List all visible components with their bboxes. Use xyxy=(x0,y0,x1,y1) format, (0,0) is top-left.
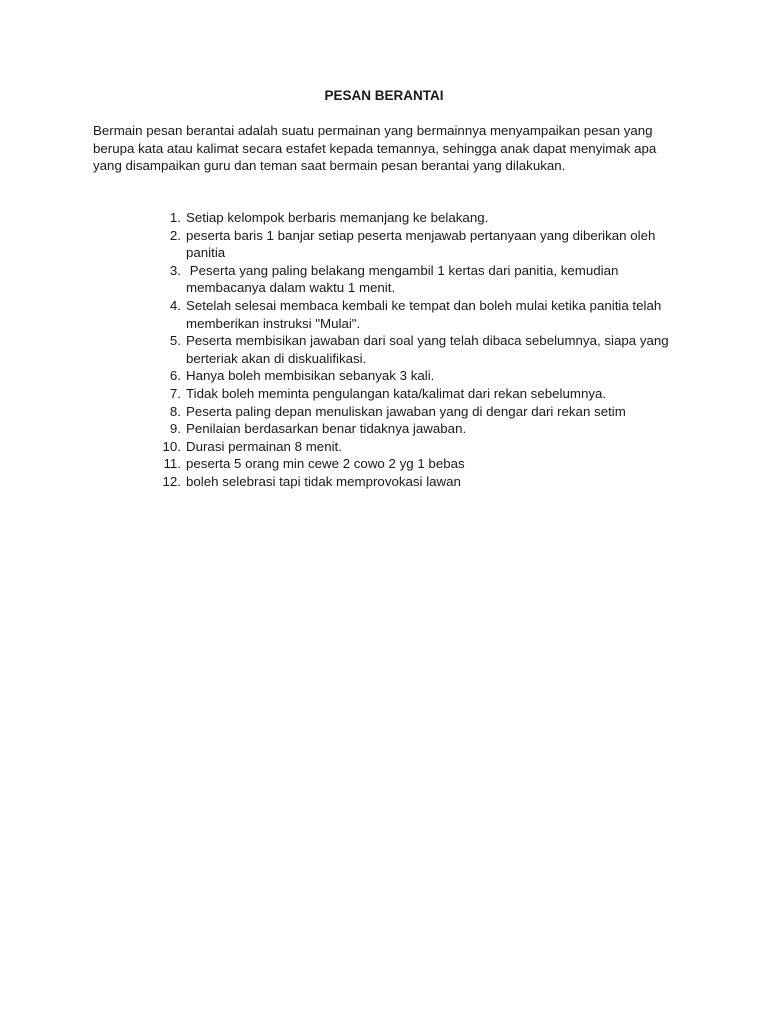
rule-item xyxy=(169,403,676,421)
rule-item xyxy=(169,332,676,367)
rule-text: Peserta yang paling belakang mengambil 1 kertas dari panitia, kemudian membacanya dalam waktu 1 menit. xyxy=(186,262,623,296)
rule-number: 10. xyxy=(162,438,181,454)
rule-item xyxy=(169,209,676,227)
rule-text: Peserta paling depan menuliskan jawaban yang di dengar dari rekan setim xyxy=(186,403,626,419)
rule-number: 8. xyxy=(169,403,181,419)
rule-text: Hanya boleh membisikan sebanyak 3 kali. xyxy=(186,368,435,384)
document-title: PESAN BERANTAI xyxy=(324,88,444,103)
rule-item xyxy=(169,420,676,438)
rule-item xyxy=(169,297,676,332)
intro-paragraph: Bermain pesan berantai adalah suatu permainan yang bermainnya menyampaikan pesan yang berupa kata atau kalimat secara estafet kepada temannya, sehingga anak dapat menyimak apa yang disampaikan guru dan teman saat bermain pesan berantai yang dilakukan. xyxy=(93,123,657,174)
rule-text: Peserta membisikan jawaban dari soal yang telah dibaca sebelumnya, siapa yang berteriak akan di diskualifikasi. xyxy=(186,333,673,366)
rule-text: Tidak boleh meminta pengulangan kata/kalimat dari rekan sebelumnya. xyxy=(186,385,607,401)
rule-item xyxy=(169,262,676,297)
rule-number: 12. xyxy=(162,473,181,489)
rule-number: 6. xyxy=(169,368,181,384)
rule-item xyxy=(169,227,676,262)
rule-item xyxy=(169,385,676,403)
rule-text: Durasi permainan 8 menit. xyxy=(186,438,342,454)
rule-number: 1. xyxy=(169,210,181,225)
rule-number: 3. xyxy=(169,262,181,278)
rule-item xyxy=(162,438,676,456)
rule-text: Setiap kelompok berbaris memanjang ke belakang. xyxy=(186,210,489,225)
rule-number: 2. xyxy=(169,227,181,243)
rule-item xyxy=(163,455,676,473)
rule-number: 7. xyxy=(169,385,181,401)
rule-item xyxy=(169,367,676,385)
rule-text: peserta baris 1 banjar setiap peserta menjawab pertanyaan yang diberikan oleh panitia xyxy=(186,227,660,261)
rule-text: Penilaian berdasarkan benar tidaknya jawaban. xyxy=(186,421,467,437)
rule-text: peserta 5 orang min cewe 2 cowo 2 yg 1 bebas xyxy=(186,456,465,472)
rule-number: 5. xyxy=(169,333,181,349)
rules-list xyxy=(162,209,676,491)
rule-text: Setelah selesai membaca kembali ke tempat dan boleh mulai ketika panitia telah memberikan instruksi "Mulai". xyxy=(186,297,665,331)
rule-item xyxy=(162,473,676,491)
rule-number: 4. xyxy=(169,297,181,313)
rule-text: boleh selebrasi tapi tidak memprovokasi lawan xyxy=(186,473,461,489)
rule-number: 11. xyxy=(163,456,181,472)
rule-number: 9. xyxy=(169,421,181,437)
